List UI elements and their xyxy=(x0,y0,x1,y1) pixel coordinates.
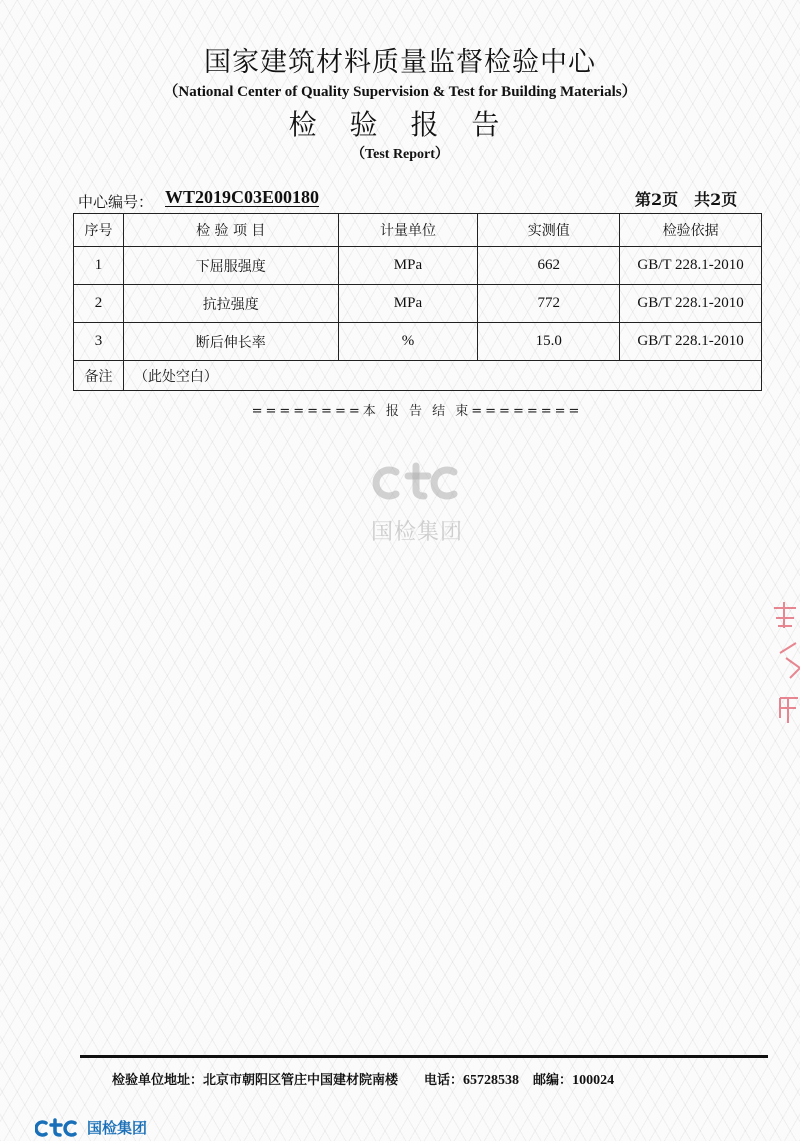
header-value: 实测值 xyxy=(478,214,620,247)
row-unit: % xyxy=(338,323,478,361)
test-results-table xyxy=(73,213,762,391)
page-info xyxy=(635,187,737,210)
ctc-brand-icon xyxy=(35,1118,81,1138)
header-no: 序号 xyxy=(74,214,124,247)
footer-divider xyxy=(80,1055,768,1058)
seal-stamp-icon xyxy=(766,598,800,728)
row-value: 772 xyxy=(478,285,620,323)
center-no-value: WT2019C03E00180 xyxy=(165,187,320,207)
page-total: 共2页 xyxy=(694,190,738,209)
page-current: 第2页 xyxy=(635,190,679,209)
table-row xyxy=(74,247,762,285)
ctc-logo-icon xyxy=(372,462,472,502)
phone-label: 电话： xyxy=(424,1073,464,1088)
watermark-brand-text: 国检集团 xyxy=(370,520,463,545)
header-unit: 计量单位 xyxy=(338,214,478,247)
row-standard: GB/T 228.1-2010 xyxy=(620,285,762,323)
row-no: 3 xyxy=(74,323,124,361)
org-name-cn: 国家建筑材料质量监督检验中心 xyxy=(204,47,596,78)
remark-row xyxy=(74,361,762,391)
row-no: 1 xyxy=(74,247,124,285)
watermark-ctc-logo xyxy=(372,462,472,506)
row-value: 662 xyxy=(478,247,620,285)
table-row xyxy=(74,285,762,323)
red-seal-stamp xyxy=(766,598,800,728)
org-name-en: （National Center of Quality Supervision & Test for Building Materials） xyxy=(163,84,637,100)
row-item: 断后伸长率 xyxy=(123,323,338,361)
header-item: 检 验 项 目 xyxy=(123,214,338,247)
remark-text: （此处空白） xyxy=(123,361,761,391)
table-row xyxy=(74,323,762,361)
row-unit: MPa xyxy=(338,247,478,285)
header-standard: 检验依据 xyxy=(620,214,762,247)
center-no-label: 中心编号： xyxy=(78,193,154,211)
report-end-marker: ========本 报 告 结 束======== xyxy=(251,404,583,419)
postcode-label: 邮编： xyxy=(533,1073,573,1088)
row-unit: MPa xyxy=(338,285,478,323)
row-standard: GB/T 228.1-2010 xyxy=(620,247,762,285)
bottom-brand xyxy=(35,1117,147,1138)
address-value: 北京市朝阳区管庄中国建材院南楼 xyxy=(203,1073,399,1088)
row-value: 15.0 xyxy=(478,323,620,361)
table-header-row xyxy=(74,214,762,247)
row-standard: GB/T 228.1-2010 xyxy=(620,323,762,361)
row-item: 下屈服强度 xyxy=(123,247,338,285)
phone-value: 65728538 xyxy=(463,1073,520,1088)
row-no: 2 xyxy=(74,285,124,323)
remark-label: 备注 xyxy=(74,361,124,391)
bottom-brand-text: 国检集团 xyxy=(87,1119,148,1137)
postcode-value: 100024 xyxy=(572,1073,615,1088)
row-item: 抗拉强度 xyxy=(123,285,338,323)
report-title-cn: 检 验 报 告 xyxy=(288,108,512,141)
report-title-en: （Test Report） xyxy=(351,147,449,162)
footer-contact xyxy=(112,1069,614,1089)
address-label: 检验单位地址： xyxy=(112,1073,204,1088)
